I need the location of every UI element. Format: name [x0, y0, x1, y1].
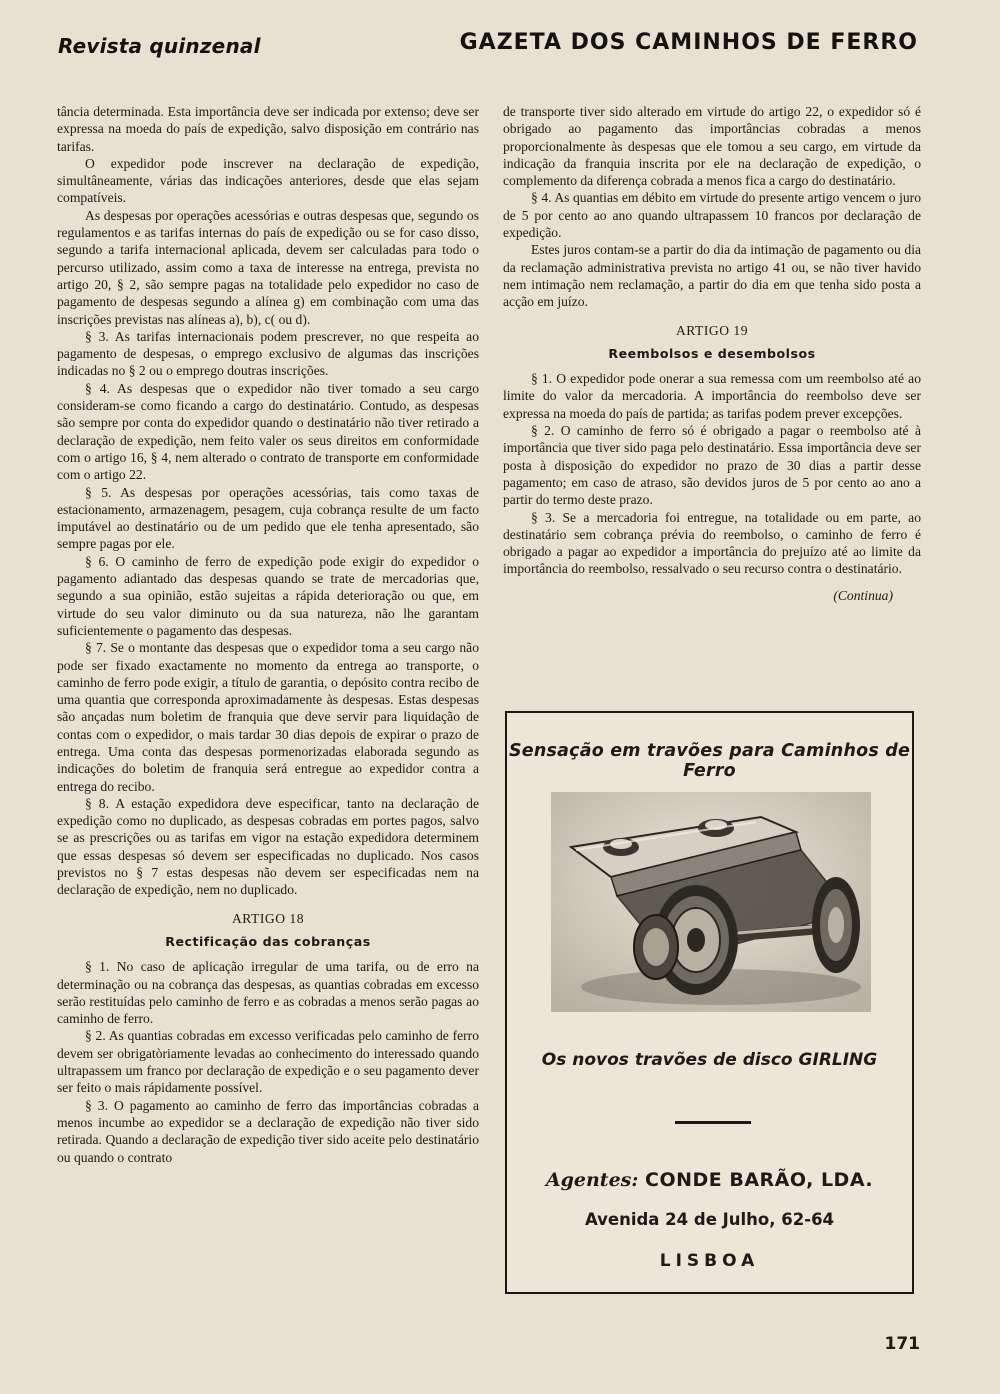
paragraph: § 3. As tarifas internacionais podem prescrever, no que respeita ao pagamento de despesas, o emprego exclusivo de algumas das inscrições indicadas no § 2 ou o emprego doutras inscrições. — [57, 328, 479, 379]
agents-label: Agentes: — [545, 1169, 645, 1191]
advert-agents — [507, 1169, 912, 1192]
paragraph: § 4. As quantias em débito em virtude do presente artigo vencem o juro de 5 por cento ao ano quando ultrapassem 10 francos por declaração de expedição. — [503, 190, 921, 241]
agents-name: CONDE BARÃO, LDA. — [645, 1169, 874, 1191]
advert-city: LISBOA — [659, 1251, 760, 1271]
running-head-left: Revista quinzenal — [58, 34, 261, 58]
paragraph: § 1. O expedidor pode onerar a sua remessa com um reembolso até ao limite do valor da mercadoria. A importância do reembolso deve ser expressa na moeda do país de partida; as tarifas podem prever excepções. — [503, 371, 921, 421]
advert-address: Avenida 24 de Julho, 62-64 — [584, 1210, 835, 1229]
article-19-subheading: Reembolsos e desembolsos — [608, 345, 816, 361]
paragraph: tância determinada. Esta importância deve ser indicada por extenso; deve ser expressa na moeda do país de expedição, salvo disposição em contrário nas tarifas. — [57, 104, 479, 154]
paragraph: § 6. O caminho de ferro de expedição pode exigir do expedidor o pagamento adiantado das despesas quando se trate de mercadorias que, segundo a sua opinião, estão sujeitas a rápida deterioração ou que, em virtude do seu valor diminuto ou da sua natureza, não lhe garantam suficientemente o pagamento das despesas. — [57, 553, 479, 638]
article-18-subheading: Rectificação das cobranças — [165, 933, 371, 949]
article-19-heading: ARTIGO 19 — [675, 322, 749, 338]
girling-brakes-advert — [505, 711, 914, 1294]
paragraph: § 3. Se a mercadoria foi entregue, na totalidade ou em parte, ao destinatário sem cobrança prévia do reembolso, o caminho de ferro é obrigado a pagar ao expedidor a importância do prejuízo até ao limite da importância do reembolso, ressalvado o seu recurso contra o destinatário. — [503, 509, 921, 577]
paragraph: § 8. A estação expedidora deve especificar, tanto na declaração de expedição como no duplicado, as despesas cobradas em portes pagos, salvo se as prescrições ou as tarifas em vigor na estação expedidora determinem que essas despesas só devem ser especificadas no duplicado. Nos casos previstos no § 7 estas despesas não devem ser especificadas nem na declaração de expedição, nem no duplicado. — [57, 795, 479, 898]
paragraph: de transporte tiver sido alterado em virtude do artigo 22, o expedidor só é obrigado ao pagamento das importâncias cobradas a menos proporcionalmente às despesas que ele tomou a seu cargo, em virtude da indicação da franquia inscrita por ele na declaração de expedição, o complemento da diferença cobrada a menos fica a cargo do destinatário. — [503, 104, 921, 189]
advert-divider — [675, 1121, 751, 1124]
paragraph: § 2. As quantias cobradas em excesso verificadas pelo caminho de ferro devem ser obrigatòriamente levadas ao conhecimento do interessado quando ultrapassem um franco por declaração de expedição e o seu pagamento dever ser feito o mais rápidamente possível. — [57, 1028, 479, 1096]
paragraph: § 7. Se o montante das despesas que o expedidor toma a seu cargo não pode ser fixado exactamente no momento da entrega ao transporte, o caminho de ferro pode exigir, a título de garantia, o depósito contra recibo de uma quantia que corresponda aproximadamente às despesas. Estas despesas são ançadas num boletim de franquia que deve servir para liquidação de contas com o expedidor, o mais tardar 30 dias depois de expirar o prazo de entrega. Uma conta das despesas pormenorizadas elaborada segundo as indicações do boletim de franquia será entregue ao expedidor contra a entrega do recibo. — [57, 640, 479, 794]
right-column — [503, 103, 921, 604]
advert-headline: Sensação em travões para Caminhos de Ferro — [508, 741, 911, 781]
paragraph: § 2. O caminho de ferro só é obrigado a pagar o reembolso até à importância que tiver sido paga pelo destinatário. Essa importância deve ser posta à disposição do expedidor no prazo de 30 dias a partir desse pagamento; em caso de atraso, são devidos juros de 5 por cento ao ano a partir do termo deste prazo. — [503, 423, 921, 508]
continued-note: (Continua) — [833, 587, 893, 603]
advert-product-line: Os novos travões de disco GIRLING — [541, 1050, 878, 1070]
paragraph: § 5. As despesas por operações acessórias, tais como taxas de estacionamento, armazenagem, pesagem, cuja cobrança resulte de um facto imputável ao destinatário ou de um pedido que ele tenha apresentado, são sempre pagas por ele. — [57, 484, 479, 552]
paragraph: Estes juros contam-se a partir do dia da intimação de pagamento ou dia da reclamação administrativa prevista no artigo 41 ou, se não tiver havido nem intimação nem reclamação, a partir do dia em que tenha sido posta a acção em juízo. — [503, 242, 921, 310]
paragraph: § 1. No caso de aplicação irregular de uma tarifa, ou de erro na determinação ou na cobrança das despesas, as quantias cobradas em excesso serão restituídas pelo caminho de ferro e as cobradas a menos serão pagas ao caminho de ferro. — [57, 959, 479, 1027]
bogie-illustration — [551, 792, 871, 1012]
running-head-right: GAZETA DOS CAMINHOS DE FERRO — [459, 30, 918, 55]
page-number: 171 — [884, 1334, 920, 1354]
left-column — [57, 103, 479, 1166]
paragraph: O expedidor pode inscrever na declaração de expedição, simultâneamente, várias das indicações anteriores, desde que elas sejam compatíveis. — [57, 155, 479, 206]
railway-bogie-disc-brake-photo — [551, 792, 871, 1012]
paragraph: § 3. O pagamento ao caminho de ferro das importâncias cobradas a menos incumbe ao expedidor se a declaração de expedição não tiver sido retirada. Quando a declaração de expedição tiver sido aceite pelo destinatário ou quando o contrato — [57, 1097, 479, 1165]
paragraph: As despesas por operações acessórias e outras despesas que, segundo os regulamentos e as tarifas internas do país de expedição ou se for caso disso, segundo a tarifa internacional aplicada, devem ser calculadas para todo o percurso utilizado, assim como a taxa de interesse na entrega, prevista no artigo 20, § 2, são sempre pagas na totalidade pelo expedidor no caso de pagamento de despesas segundo a alínea g) em combinação com uma das inscrições previstas nas alíneas a), b), c( ou d). — [57, 207, 479, 327]
paragraph: § 4. As despesas que o expedidor não tiver tomado a seu cargo consideram-se como ficando a cargo do destinatário. Contudo, as despesas são sempre por conta do expedidor quando o destinatário não tiver retirado a declaração de expedição, nem feito valer os seus direitos em conformidade com o artigo 16, § 4, nem alterado o contrato de transporte em conformidade com o artigo 22. — [57, 380, 479, 483]
article-18-heading: ARTIGO 18 — [231, 910, 305, 926]
